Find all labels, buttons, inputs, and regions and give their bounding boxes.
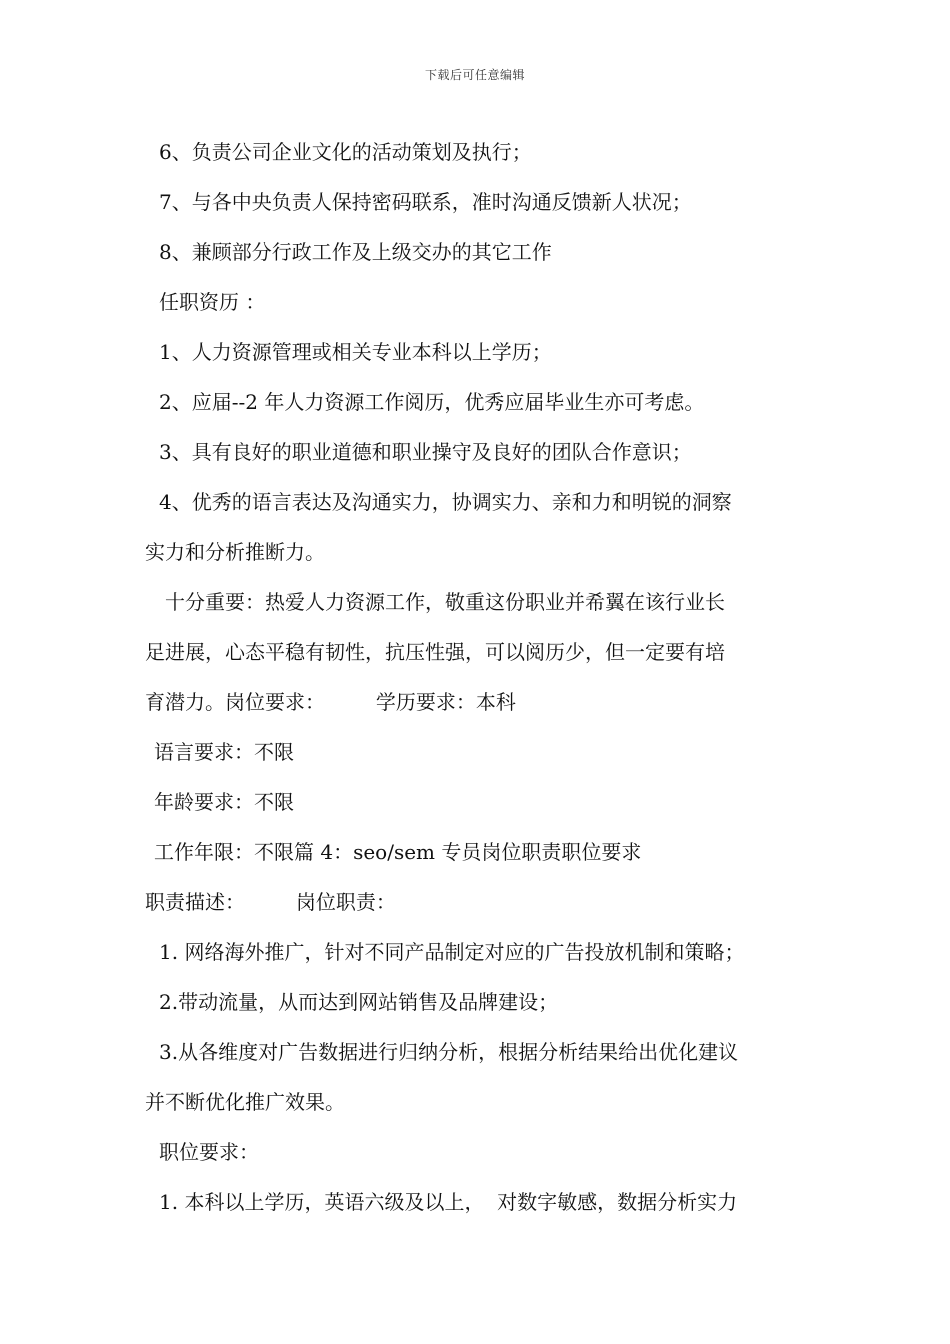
paragraph-line: 语言要求：不限: [154, 740, 294, 764]
paragraph-line: 实力和分析推断力。: [145, 540, 325, 564]
section-heading: 职位要求：: [159, 1140, 259, 1164]
paragraph-line: 7、与各中央负责人保持密码联系，准时沟通反馈新人状况；: [159, 190, 692, 214]
paragraph-line: 3、具有良好的职业道德和职业操守及良好的团队合作意识；: [159, 440, 692, 464]
paragraph-line: 4、优秀的语言表达及沟通实力，协调实力、亲和力和明锐的洞察: [159, 490, 732, 514]
paragraph-line: 工作年限：不限篇 4：seo/sem 专员岗位职责职位要求: [154, 840, 642, 864]
section-heading: 任职资历 ：: [159, 290, 266, 314]
paragraph-line: 2.带动流量，从而达到网站销售及品牌建设；: [159, 990, 559, 1014]
paragraph-line: 1、人力资源管理或相关专业本科以上学历；: [159, 340, 552, 364]
paragraph-line: 职责描述： 岗位职责：: [145, 890, 396, 914]
page-header: 下载后可任意编辑: [424, 68, 525, 82]
paragraph-line: 2、应届--2 年人力资源工作阅历，优秀应届毕业生亦可考虑。: [159, 390, 705, 414]
paragraph-line: 8、兼顾部分行政工作及上级交办的其它工作: [159, 240, 552, 264]
paragraph-line: 足进展，心态平稳有韧性，抗压性强，可以阅历少，但一定要有培: [145, 640, 725, 664]
paragraph-line: 3.从各维度对广告数据进行归纳分析，根据分析结果给出优化建议: [159, 1040, 739, 1064]
paragraph-line: 年龄要求：不限: [154, 790, 294, 814]
paragraph-line: 1. 网络海外推广，针对不同产品制定对应的广告投放机制和策略；: [159, 940, 745, 964]
paragraph-line: 并不断优化推广效果。: [145, 1090, 345, 1114]
paragraph-line: 1. 本科以上学历，英语六级及以上， 对数字敏感，数据分析实力: [159, 1190, 738, 1214]
paragraph-line: 育潜力。岗位要求： 学历要求：本科: [145, 690, 516, 714]
paragraph-line: 6、负责公司企业文化的活动策划及执行；: [159, 140, 532, 164]
document-body: [145, 127, 815, 1227]
paragraph-line: 十分重要：热爱人力资源工作，敬重这份职业并希翼在该行业长: [165, 590, 725, 614]
